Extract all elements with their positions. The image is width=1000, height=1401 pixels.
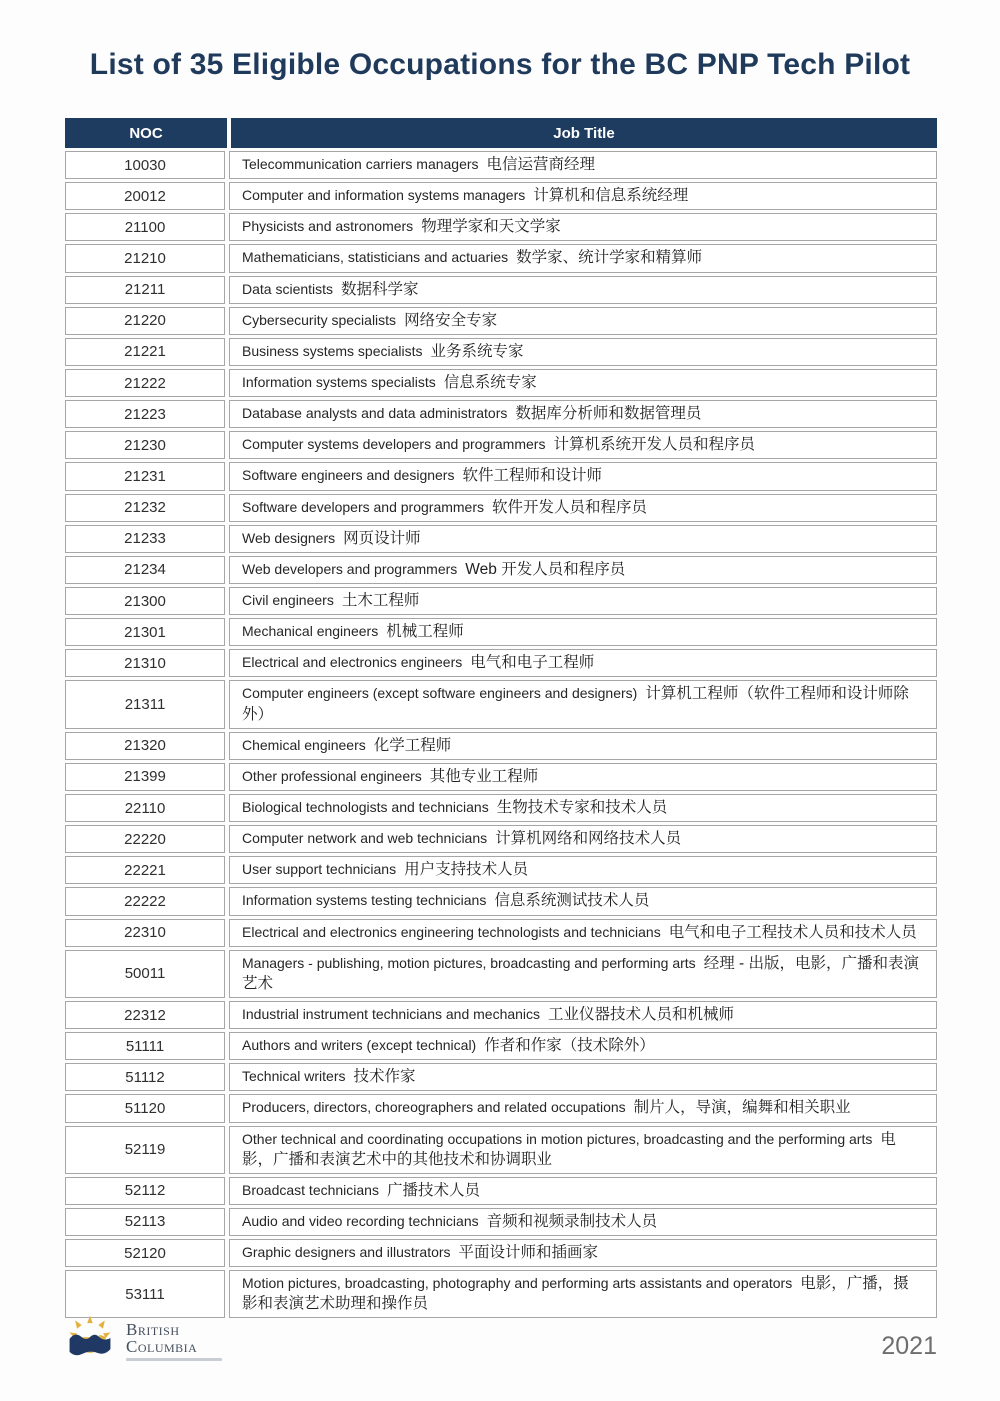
job-title-chinese: 数据库分析师和数据管理员	[515, 405, 702, 423]
table-row	[65, 431, 937, 459]
job-title-chinese: 其他专业工程师	[429, 767, 539, 785]
job-title-english: Web designers	[242, 529, 336, 546]
table-row	[65, 856, 937, 884]
job-title-english: Computer engineers (except software engineers and designers)	[242, 685, 638, 702]
job-title-chinese: 制片人，导演，编舞和相关职业	[633, 1099, 851, 1117]
table-row	[65, 1126, 937, 1174]
table-row	[65, 1208, 937, 1236]
job-title-cell	[229, 763, 937, 791]
job-title-cell	[229, 213, 937, 241]
noc-cell: 10030	[65, 151, 225, 179]
table-row	[65, 556, 937, 584]
table-row	[65, 525, 937, 553]
job-title-chinese: 物理学家和天文学家	[421, 218, 561, 236]
job-title-chinese: 计算机工程师（软件工程师和设计师除外）	[242, 685, 909, 723]
noc-cell: 21399	[65, 763, 225, 791]
table-row	[65, 151, 937, 179]
table-row	[65, 462, 937, 490]
page-title: List of 35 Eligible Occupations for the BC PNP Tech Pilot	[89, 48, 911, 81]
job-title-english: Information systems specialists	[242, 373, 436, 390]
job-title-cell	[229, 400, 937, 428]
job-title-cell	[229, 1126, 937, 1174]
job-title-chinese: 业务系统专家	[430, 342, 524, 360]
noc-cell: 22110	[65, 794, 225, 822]
table-body	[65, 151, 937, 1318]
job-title-english: Physicists and astronomers	[242, 218, 414, 235]
job-title-cell	[229, 276, 937, 304]
job-title-cell	[229, 919, 937, 947]
job-title-cell	[229, 1001, 937, 1029]
table-row	[65, 919, 937, 947]
job-title-cell	[229, 825, 937, 853]
table-row	[65, 825, 937, 853]
noc-cell: 22312	[65, 1001, 225, 1029]
table-row	[65, 732, 937, 760]
job-title-cell	[229, 369, 937, 397]
job-title-chinese: 数学家、统计学家和精算师	[516, 249, 703, 267]
job-title-english: Producers, directors, choreographers and related occupations	[242, 1099, 626, 1116]
table-row	[65, 1001, 937, 1029]
job-title-chinese: 用户支持技术人员	[404, 861, 529, 879]
job-title-cell	[229, 1177, 937, 1205]
job-title-english: Information systems testing technicians	[242, 892, 487, 909]
job-title-chinese: 机械工程师	[386, 623, 464, 641]
noc-cell: 21310	[65, 649, 225, 677]
job-title-cell	[229, 556, 937, 584]
noc-cell: 21211	[65, 276, 225, 304]
noc-cell: 52120	[65, 1239, 225, 1267]
job-title-cell	[229, 887, 937, 915]
table-row	[65, 338, 937, 366]
job-title-english: Biological technologists and technicians	[242, 798, 489, 815]
noc-cell: 21223	[65, 400, 225, 428]
table-row	[65, 1032, 937, 1060]
job-title-english: Broadcast technicians	[242, 1181, 379, 1198]
job-title-english: Business systems specialists	[242, 342, 423, 359]
job-title-english: Database analysts and data administrators	[242, 405, 508, 422]
table-row	[65, 649, 937, 677]
job-title-chinese: 电信运营商经理	[486, 156, 596, 173]
job-title-english: Cybersecurity specialists	[242, 311, 397, 328]
job-title-english: Authors and writers (except technical)	[242, 1037, 477, 1054]
job-title-chinese: 工业仪器技术人员和机械师	[548, 1005, 735, 1023]
job-title-chinese: 电气和电子工程师	[470, 654, 595, 672]
noc-cell: 21311	[65, 680, 225, 728]
noc-cell: 22221	[65, 856, 225, 884]
job-title-chinese: 电影，广播和表演艺术中的其他技术和协调职业	[242, 1130, 896, 1168]
job-title-chinese: 音频和视频录制技术人员	[486, 1212, 658, 1230]
job-title-chinese: Web 开发人员和程序员	[465, 560, 626, 578]
job-title-chinese: 化学工程师	[373, 736, 452, 754]
job-title-english: Mechanical engineers	[242, 623, 379, 640]
job-title-english: Audio and video recording technicians	[242, 1212, 479, 1229]
logo-tagline-rule	[126, 1358, 222, 1361]
noc-cell: 21301	[65, 618, 225, 646]
job-title-chinese: 技术作家	[353, 1068, 416, 1086]
job-title-chinese: 土木工程师	[341, 591, 420, 609]
table-row	[65, 213, 937, 241]
job-title-cell	[229, 680, 937, 728]
noc-cell: 21320	[65, 732, 225, 760]
job-title-chinese: 平面设计师和插画家	[458, 1244, 599, 1262]
job-title-chinese: 网页设计师	[343, 529, 421, 547]
job-title-english: Other technical and coordinating occupations in motion pictures, broadcasting and the performing arts	[242, 1130, 873, 1147]
job-title-english: Software developers and programmers	[242, 498, 485, 515]
noc-cell: 22310	[65, 919, 225, 947]
job-title-english: Chemical engineers	[242, 736, 366, 753]
noc-cell: 21100	[65, 213, 225, 241]
job-title-chinese: 软件工程师和设计师	[462, 467, 602, 485]
noc-cell: 21300	[65, 587, 225, 615]
noc-cell: 22222	[65, 887, 225, 915]
noc-cell: 22220	[65, 825, 225, 853]
table-row	[65, 887, 937, 915]
job-title-chinese: 计算机网络和网络技术人员	[495, 830, 682, 848]
job-title-cell	[229, 618, 937, 646]
job-title-cell	[229, 856, 937, 884]
table-row	[65, 950, 937, 998]
job-title-english: Industrial instrument technicians and mechanics	[242, 1005, 541, 1022]
job-title-chinese: 数据科学家	[341, 280, 419, 298]
job-title-chinese: 广播技术人员	[386, 1181, 480, 1199]
job-title-english: Software engineers and designers	[242, 467, 455, 484]
job-title-english: Graphic designers and illustrators	[242, 1244, 451, 1261]
table-row	[65, 276, 937, 304]
job-title-english: Managers - publishing, motion pictures, broadcasting and performing arts	[242, 954, 696, 971]
job-title-cell	[229, 494, 937, 522]
job-title-english: Data scientists	[242, 280, 334, 297]
noc-cell: 20012	[65, 182, 225, 210]
noc-cell: 51120	[65, 1094, 225, 1122]
job-title-cell	[229, 307, 937, 335]
noc-cell: 52112	[65, 1177, 225, 1205]
table-row	[65, 1177, 937, 1205]
job-title-english: Web developers and programmers	[242, 560, 458, 577]
job-title-english: Electrical and electronics engineering technologists and technicians	[242, 923, 661, 940]
logo-word-line1: British	[126, 1319, 180, 1339]
job-title-cell	[229, 1063, 937, 1091]
job-title-english: Computer network and web technicians	[242, 830, 488, 847]
job-title-cell	[229, 1032, 937, 1060]
noc-cell: 21220	[65, 307, 225, 335]
job-title-cell	[229, 649, 937, 677]
table-row	[65, 494, 937, 522]
job-title-cell	[229, 525, 937, 553]
table-header-row	[65, 118, 937, 148]
table-row	[65, 587, 937, 615]
job-title-cell	[229, 1208, 937, 1236]
noc-column-header: NOC	[65, 118, 227, 148]
noc-cell: 51112	[65, 1063, 225, 1091]
table-row	[65, 618, 937, 646]
document-year: 2021	[881, 1332, 937, 1360]
noc-cell: 21232	[65, 494, 225, 522]
noc-cell: 21231	[65, 462, 225, 490]
table-row	[65, 307, 937, 335]
bc-sun-waves-logo-icon	[62, 1312, 118, 1369]
job-title-english: Other professional engineers	[242, 767, 422, 784]
job-title-chinese: 电气和电子工程技术人员和技术人员	[668, 923, 917, 941]
job-title-english: Electrical and electronics engineers	[242, 654, 463, 671]
job-title-cell	[229, 431, 937, 459]
logo-word-line2: Columbia	[126, 1336, 198, 1356]
table-row	[65, 1239, 937, 1267]
table-row	[65, 400, 937, 428]
job-title-english: Mathematicians, statisticians and actuaries	[242, 249, 509, 266]
noc-cell: 21233	[65, 525, 225, 553]
job-title-chinese: 经理 - 出版，电影，广播和表演艺术	[242, 954, 919, 992]
job-title-english: Computer and information systems managers	[242, 187, 526, 204]
job-title-chinese: 信息系统测试技术人员	[494, 892, 650, 910]
noc-cell: 52113	[65, 1208, 225, 1236]
table-row	[65, 182, 937, 210]
job-title-chinese: 电影，广播，摄影和表演艺术助理和操作员	[242, 1275, 909, 1313]
noc-cell: 50011	[65, 950, 225, 998]
table-row	[65, 763, 937, 791]
job-title-english: Motion pictures, broadcasting, photography and performing arts assistants and operators	[242, 1275, 793, 1292]
job-title-column-header: Job Title	[231, 118, 937, 148]
job-title-cell	[229, 794, 937, 822]
job-title-english: Technical writers	[242, 1068, 346, 1085]
table-row	[65, 244, 937, 272]
job-title-cell	[229, 1239, 937, 1267]
job-title-cell	[229, 244, 937, 272]
job-title-english: User support technicians	[242, 861, 397, 878]
job-title-cell	[229, 732, 937, 760]
job-title-english: Civil engineers	[242, 591, 334, 608]
logo-wordmark	[126, 1321, 222, 1361]
table-row	[65, 1094, 937, 1122]
job-title-cell	[229, 1270, 937, 1318]
job-title-chinese: 生物技术专家和技术人员	[496, 798, 668, 816]
job-title-cell	[229, 151, 937, 179]
noc-cell: 51111	[65, 1032, 225, 1060]
occupations-table	[65, 118, 937, 1321]
table-row	[65, 680, 937, 728]
job-title-chinese: 网络安全专家	[404, 311, 498, 329]
noc-cell: 52119	[65, 1126, 225, 1174]
noc-cell: 53111	[65, 1270, 225, 1318]
table-row	[65, 369, 937, 397]
job-title-cell	[229, 1094, 937, 1122]
job-title-cell	[229, 462, 937, 490]
job-title-chinese: 信息系统专家	[443, 373, 537, 391]
job-title-chinese: 计算机和信息系统经理	[533, 187, 689, 205]
job-title-chinese: 计算机系统开发人员和程序员	[553, 436, 755, 454]
table-row	[65, 794, 937, 822]
bc-government-logo	[62, 1312, 222, 1369]
job-title-english: Computer systems developers and programmers	[242, 436, 546, 453]
job-title-cell	[229, 587, 937, 615]
noc-cell: 21222	[65, 369, 225, 397]
table-row	[65, 1063, 937, 1091]
job-title-chinese: 作者和作家（技术除外）	[484, 1037, 655, 1055]
noc-cell: 21230	[65, 431, 225, 459]
job-title-cell	[229, 950, 937, 998]
noc-cell: 21234	[65, 556, 225, 584]
noc-cell: 21221	[65, 338, 225, 366]
noc-cell: 21210	[65, 244, 225, 272]
job-title-cell	[229, 182, 937, 210]
job-title-english: Telecommunication carriers managers	[242, 156, 479, 172]
job-title-chinese: 软件开发人员和程序员	[492, 498, 648, 516]
job-title-cell	[229, 338, 937, 366]
